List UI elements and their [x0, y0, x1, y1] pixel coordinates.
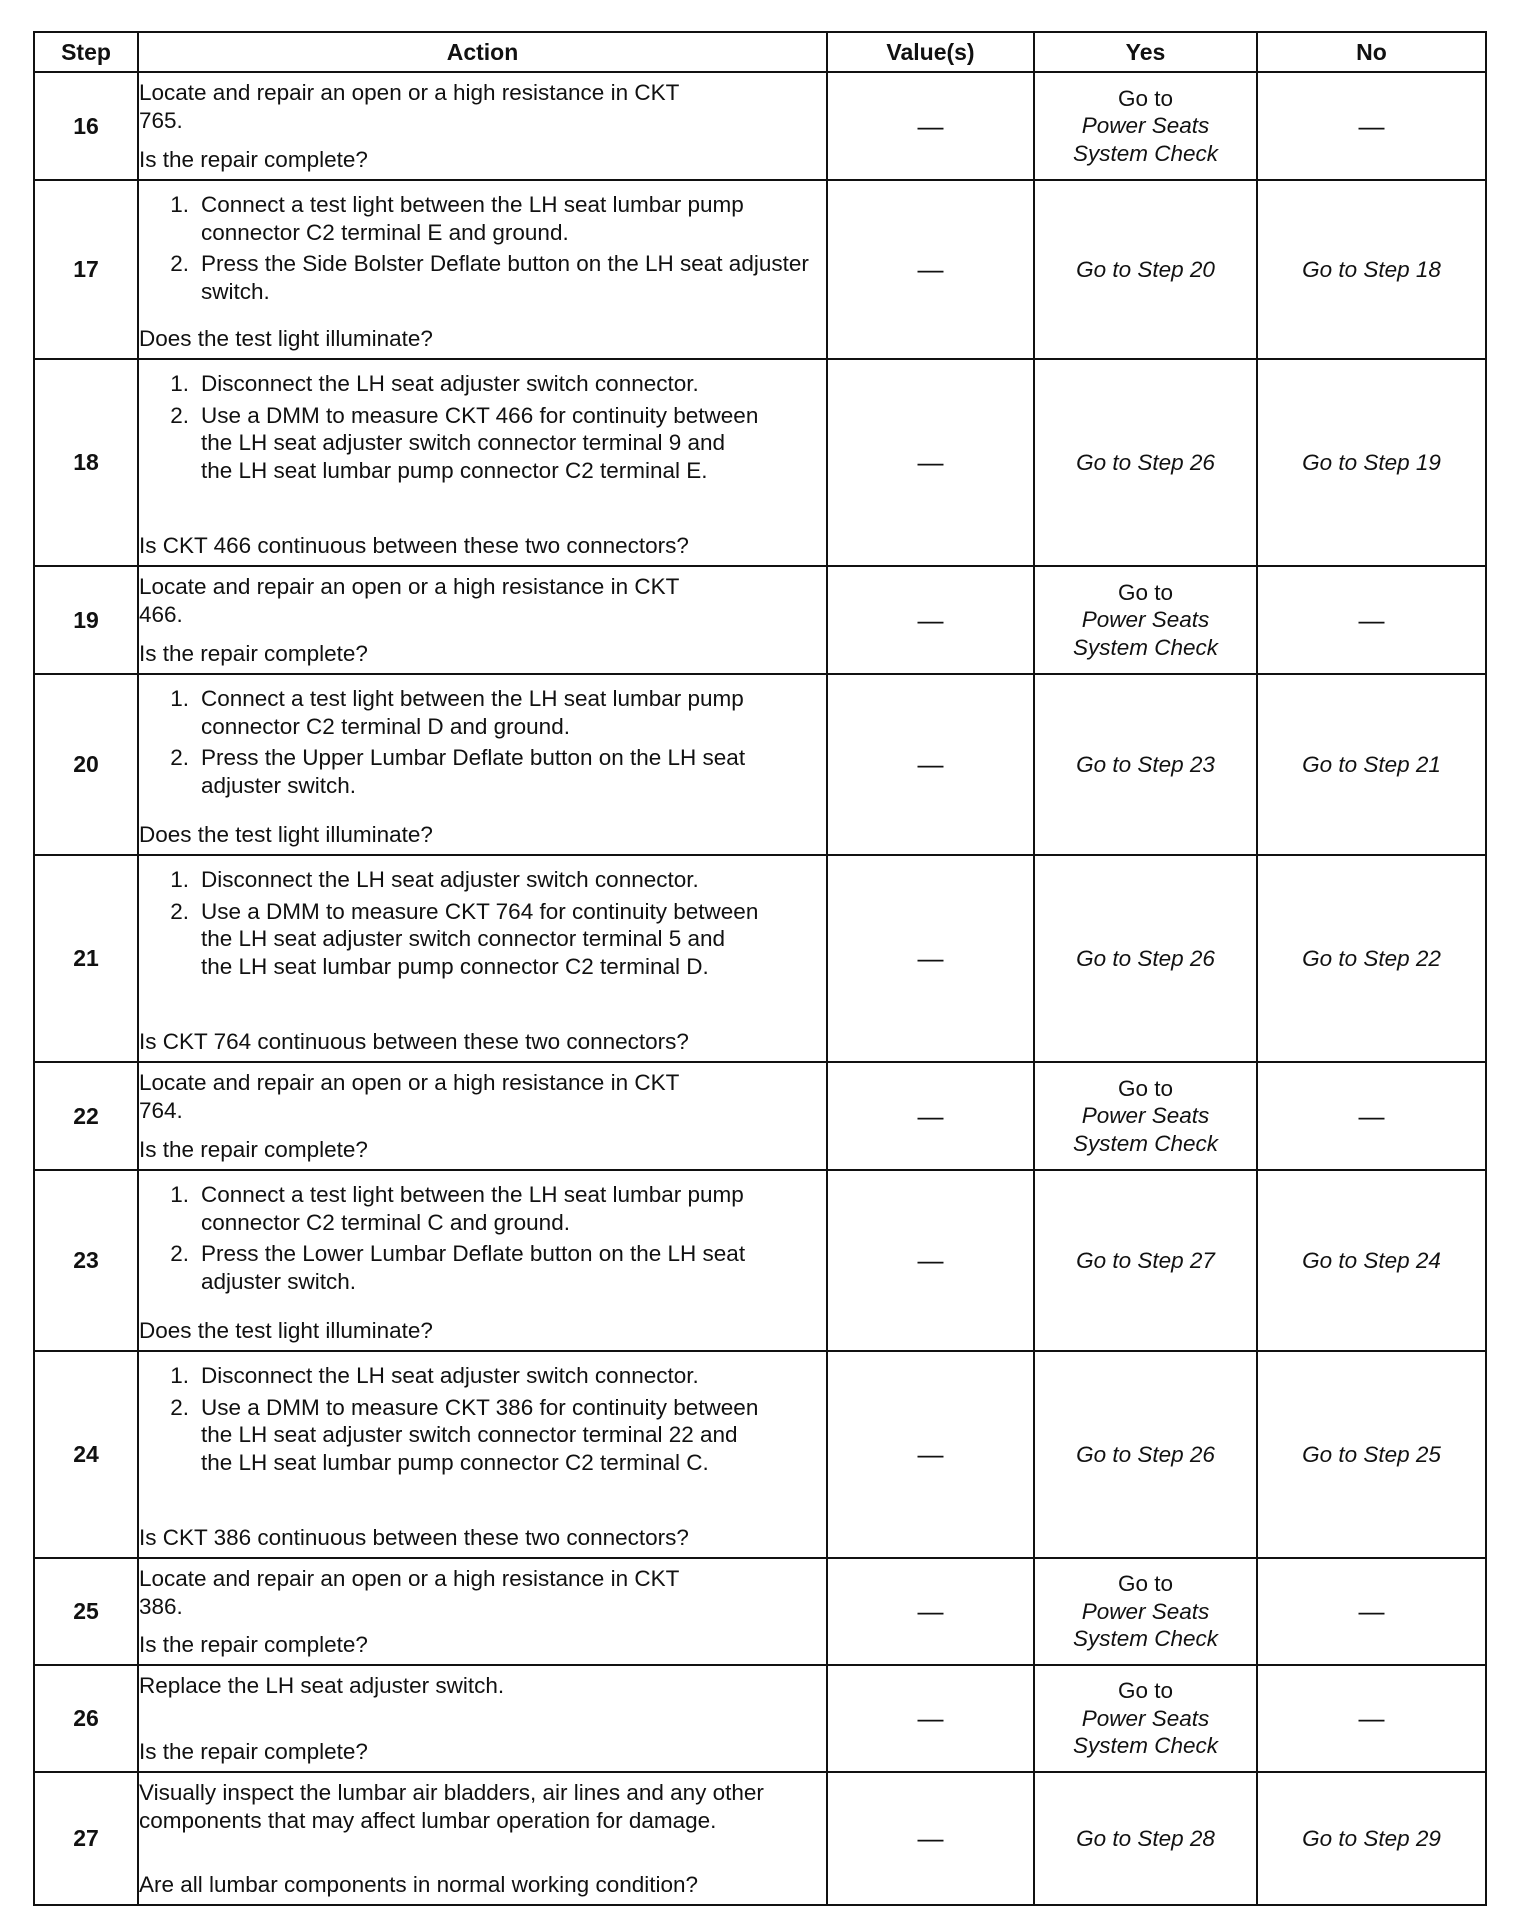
header-yes: Yes — [1034, 32, 1257, 72]
goto-text: Go to — [1117, 1678, 1174, 1704]
no-goto-link[interactable]: Go to Step 29 — [1257, 1772, 1486, 1905]
action-question: Is the repair complete? — [139, 640, 368, 666]
action-cell — [138, 1772, 827, 1905]
step-number: 22 — [34, 1062, 138, 1170]
no-goto-link[interactable]: Go to Step 21 — [1257, 674, 1486, 855]
action-cell — [138, 1558, 827, 1665]
value-cell: — — [827, 566, 1034, 674]
no-cell: — — [1257, 72, 1486, 180]
step-number: 19 — [34, 566, 138, 674]
action-cell — [138, 1665, 827, 1772]
action-step-1: Disconnect the LH seat adjuster switch connector. — [201, 1363, 699, 1388]
action-step-2: Use a DMM to measure CKT 466 for continuity between the LH seat adjuster switch connector terminal 9 and the LH seat lumbar pump connector C2 terminal E. — [201, 402, 759, 483]
value-cell: — — [827, 180, 1034, 359]
action-step-2: Press the Side Bolster Deflate button on the LH seat adjuster switch. — [201, 251, 809, 304]
step-number: 17 — [34, 180, 138, 359]
power-seats-link[interactable]: Power Seats — [1081, 1598, 1210, 1624]
value-cell: — — [827, 1062, 1034, 1170]
action-question: Is the repair complete? — [139, 1631, 368, 1657]
action-text: Locate and repair an open or a high resistance in CKT 386. — [139, 1566, 679, 1619]
table-row — [34, 359, 1486, 566]
no-cell: — — [1257, 566, 1486, 674]
no-cell: — — [1257, 1665, 1486, 1772]
no-goto-link[interactable]: Go to Step 19 — [1257, 359, 1486, 566]
action-step-1: Disconnect the LH seat adjuster switch connector. — [201, 371, 699, 396]
action-step-1: Connect a test light between the LH seat lumbar pump connector C2 terminal C and ground. — [201, 1182, 744, 1235]
table-row — [34, 566, 1486, 674]
value-cell: — — [827, 1558, 1034, 1665]
diagnostic-table — [33, 31, 1487, 1906]
step-number: 27 — [34, 1772, 138, 1905]
action-text: Locate and repair an open or a high resistance in CKT 765. — [139, 80, 679, 133]
yes-goto-link[interactable]: Go to Step 23 — [1034, 674, 1257, 855]
action-cell — [138, 1062, 827, 1170]
step-number: 23 — [34, 1170, 138, 1351]
header-no: No — [1257, 32, 1486, 72]
power-seats-link[interactable]: Power Seats — [1081, 1705, 1210, 1731]
action-cell: 1. Connect a test light between the LH seat lumbar pump connector C2 terminal D and ground. 2. Press the Upper Lumbar Deflate button on the LH seat adjuster switch. Does the test light illuminate? — [138, 674, 827, 855]
table-row — [34, 855, 1486, 1062]
action-question: Are all lumbar components in normal working condition? — [139, 1871, 699, 1897]
system-check-link[interactable]: System Check — [1072, 1733, 1219, 1759]
value-cell: — — [827, 1772, 1034, 1905]
action-question: Does the test light illuminate? — [139, 1317, 433, 1343]
no-cell: — — [1257, 1558, 1486, 1665]
header-action: Action — [138, 32, 827, 72]
value-cell: — — [827, 1351, 1034, 1558]
no-goto-link[interactable]: Go to Step 22 — [1257, 855, 1486, 1062]
action-cell — [138, 566, 827, 674]
action-step-1: Connect a test light between the LH seat lumbar pump connector C2 terminal E and ground. — [201, 192, 744, 245]
action-step-1: Connect a test light between the LH seat lumbar pump connector C2 terminal D and ground. — [201, 686, 744, 739]
system-check-link[interactable]: System Check — [1072, 634, 1219, 660]
table-row — [34, 1558, 1486, 1665]
action-text: Replace the LH seat adjuster switch. — [139, 1673, 505, 1698]
header-values: Value(s) — [827, 32, 1034, 72]
action-cell: 1. Connect a test light between the LH seat lumbar pump connector C2 terminal C and ground. 2. Press the Lower Lumbar Deflate button on the LH seat adjuster switch. Does the test light illuminate? — [138, 1170, 827, 1351]
yes-cell — [1034, 1062, 1257, 1170]
value-cell: — — [827, 1665, 1034, 1772]
table-row — [34, 1665, 1486, 1772]
action-step-2: Press the Lower Lumbar Deflate button on the LH seat adjuster switch. — [201, 1241, 746, 1294]
goto-text: Go to — [1117, 579, 1174, 605]
no-goto-link[interactable]: Go to Step 18 — [1257, 180, 1486, 359]
yes-goto-link[interactable]: Go to Step 20 — [1034, 180, 1257, 359]
action-cell: 1. Disconnect the LH seat adjuster switch connector. 2. Use a DMM to measure CKT 764 for continuity between the LH seat adjuster switch connector terminal 5 and the LH seat lumbar pump connector C2 terminal D. Is CKT 764 continuous between these two connectors? — [138, 855, 827, 1062]
no-goto-link[interactable]: Go to Step 25 — [1257, 1351, 1486, 1558]
header-step: Step — [34, 32, 138, 72]
value-cell: — — [827, 359, 1034, 566]
system-check-link[interactable]: System Check — [1072, 140, 1219, 166]
table-row — [34, 180, 1486, 359]
action-question: Is the repair complete? — [139, 146, 368, 172]
value-cell: — — [827, 855, 1034, 1062]
yes-cell — [1034, 1665, 1257, 1772]
table-row — [34, 1170, 1486, 1351]
action-question: Does the test light illuminate? — [139, 821, 433, 847]
step-number: 26 — [34, 1665, 138, 1772]
yes-cell — [1034, 566, 1257, 674]
action-cell: 1. Connect a test light between the LH seat lumbar pump connector C2 terminal E and ground. 2. Press the Side Bolster Deflate button on the LH seat adjuster switch. Does the test light illuminate? — [138, 180, 827, 359]
power-seats-link[interactable]: Power Seats — [1081, 607, 1210, 633]
header-row — [34, 32, 1486, 72]
action-step-2: Use a DMM to measure CKT 386 for continuity between the LH seat adjuster switch connector terminal 22 and the LH seat lumbar pump connector C2 terminal C. — [201, 1394, 759, 1475]
power-seats-link[interactable]: Power Seats — [1081, 113, 1210, 139]
goto-text: Go to — [1117, 85, 1174, 111]
value-cell: — — [827, 1170, 1034, 1351]
goto-text: Go to — [1117, 1571, 1174, 1597]
step-number: 25 — [34, 1558, 138, 1665]
action-text: Locate and repair an open or a high resistance in CKT 466. — [139, 574, 679, 627]
action-cell: 1. Disconnect the LH seat adjuster switch connector. 2. Use a DMM to measure CKT 466 for continuity between the LH seat adjuster switch connector terminal 9 and the LH seat lumbar pump connector C2 terminal E. Is CKT 466 continuous between these two connectors? — [138, 359, 827, 566]
yes-cell — [1034, 72, 1257, 180]
yes-goto-link[interactable]: Go to Step 26 — [1034, 359, 1257, 566]
yes-goto-link[interactable]: Go to Step 26 — [1034, 855, 1257, 1062]
table-row — [34, 1772, 1486, 1905]
step-number: 20 — [34, 674, 138, 855]
table-row — [34, 1351, 1486, 1558]
yes-goto-link[interactable]: Go to Step 26 — [1034, 1351, 1257, 1558]
value-cell: — — [827, 674, 1034, 855]
goto-text: Go to — [1117, 1075, 1174, 1101]
table-row — [34, 72, 1486, 180]
action-cell — [138, 72, 827, 180]
action-step-2: Use a DMM to measure CKT 764 for continuity between the LH seat adjuster switch connector terminal 5 and the LH seat lumbar pump connector C2 terminal D. — [201, 898, 759, 979]
system-check-link[interactable]: System Check — [1072, 1626, 1219, 1652]
no-cell: — — [1257, 1062, 1486, 1170]
action-step-2: Press the Upper Lumbar Deflate button on the LH seat adjuster switch. — [201, 745, 746, 798]
step-number: 16 — [34, 72, 138, 180]
action-question: Is the repair complete? — [139, 1738, 368, 1764]
no-goto-link[interactable]: Go to Step 24 — [1257, 1170, 1486, 1351]
value-cell: — — [827, 72, 1034, 180]
step-number: 18 — [34, 359, 138, 566]
action-question: Does the test light illuminate? — [139, 325, 433, 351]
action-question: Is CKT 764 continuous between these two connectors? — [139, 1028, 689, 1054]
action-step-1: Disconnect the LH seat adjuster switch connector. — [201, 867, 699, 892]
step-number: 21 — [34, 855, 138, 1062]
yes-goto-link[interactable]: Go to Step 28 — [1034, 1772, 1257, 1905]
yes-cell — [1034, 1558, 1257, 1665]
action-text: Visually inspect the lumbar air bladders, air lines and any other components that may affect lumbar operation for damage. — [139, 1780, 764, 1833]
system-check-link[interactable]: System Check — [1072, 1130, 1219, 1156]
action-question: Is CKT 386 continuous between these two connectors? — [139, 1524, 689, 1550]
action-question: Is CKT 466 continuous between these two connectors? — [139, 532, 689, 558]
step-number: 24 — [34, 1351, 138, 1558]
yes-goto-link[interactable]: Go to Step 27 — [1034, 1170, 1257, 1351]
table-row — [34, 1062, 1486, 1170]
action-text: Locate and repair an open or a high resistance in CKT 764. — [139, 1070, 679, 1123]
action-cell: 1. Disconnect the LH seat adjuster switch connector. 2. Use a DMM to measure CKT 386 for continuity between the LH seat adjuster switch connector terminal 22 and the LH seat lumbar pump connector C2 terminal C. Is CKT 386 continuous between these two connectors? — [138, 1351, 827, 1558]
table-row — [34, 674, 1486, 855]
action-question: Is the repair complete? — [139, 1136, 368, 1162]
power-seats-link[interactable]: Power Seats — [1081, 1103, 1210, 1129]
